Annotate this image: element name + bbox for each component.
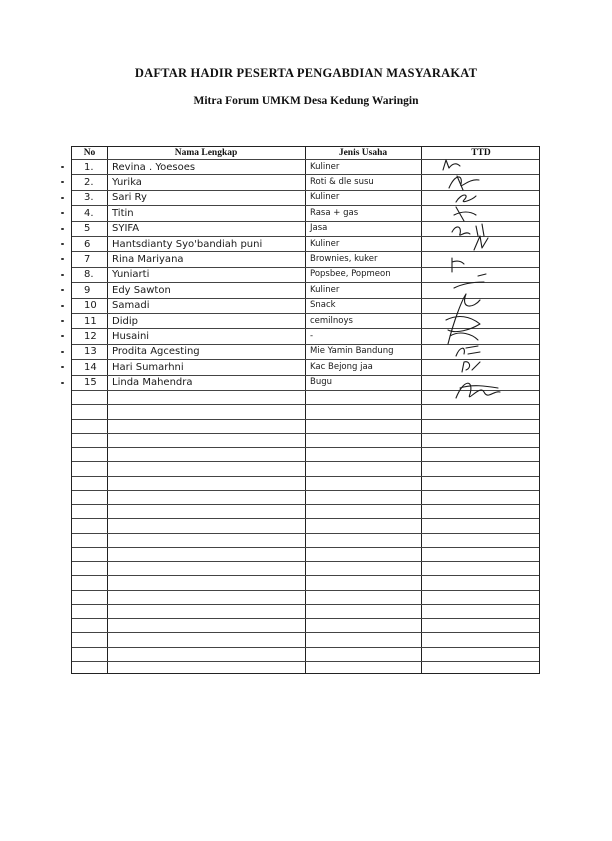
header-name: Nama Lengkap bbox=[174, 148, 238, 158]
signature-scribble bbox=[450, 374, 506, 408]
participant-name: Samadi bbox=[112, 300, 150, 312]
business-type: cemilnoys bbox=[310, 315, 353, 326]
row-number: 5 bbox=[84, 223, 91, 235]
participant-name: Edy Sawton bbox=[112, 284, 171, 296]
row-number: 10 bbox=[84, 300, 97, 312]
margin-mark bbox=[61, 305, 64, 307]
business-type: Kuliner bbox=[310, 192, 340, 203]
participant-name: Hantsdianty Syo'bandiah puni bbox=[112, 238, 263, 250]
business-type: Kac Bejong jaa bbox=[310, 361, 373, 372]
margin-mark bbox=[61, 228, 64, 230]
row-number: 7 bbox=[84, 253, 91, 265]
column-divider bbox=[305, 147, 306, 673]
participant-name: Linda Mahendra bbox=[112, 377, 193, 389]
margin-mark bbox=[61, 243, 64, 245]
row-divider bbox=[72, 490, 539, 491]
row-divider bbox=[72, 419, 539, 420]
participant-name: Revina . Yoesoes bbox=[112, 161, 196, 173]
row-number: 3. bbox=[84, 192, 94, 204]
margin-mark bbox=[61, 274, 64, 276]
business-type: Kuliner bbox=[310, 284, 340, 295]
row-divider bbox=[72, 561, 539, 562]
margin-mark bbox=[61, 258, 64, 260]
row-divider bbox=[72, 504, 539, 505]
row-divider bbox=[72, 547, 539, 548]
participant-name: Prodita Agcesting bbox=[112, 346, 200, 358]
participant-name: SYIFA bbox=[112, 223, 140, 235]
row-number: 9 bbox=[84, 284, 91, 296]
margin-mark bbox=[61, 212, 64, 214]
row-divider bbox=[72, 476, 539, 477]
signature-scribble bbox=[445, 172, 485, 192]
row-number: 4. bbox=[84, 207, 94, 219]
row-divider bbox=[72, 618, 539, 619]
business-type: - bbox=[310, 330, 314, 341]
row-divider bbox=[72, 661, 539, 662]
margin-mark bbox=[61, 166, 64, 168]
row-divider bbox=[72, 533, 539, 534]
margin-mark bbox=[61, 382, 64, 384]
column-divider bbox=[421, 147, 422, 673]
header-signature: TTD bbox=[471, 148, 491, 158]
margin-mark bbox=[61, 320, 64, 322]
row-divider bbox=[72, 647, 539, 648]
row-number: 14 bbox=[84, 361, 97, 373]
participant-name: Didip bbox=[112, 315, 138, 327]
header-business: Jenis Usaha bbox=[338, 148, 388, 158]
business-type: Kuliner bbox=[310, 238, 340, 249]
business-type: Snack bbox=[310, 300, 336, 311]
margin-mark bbox=[61, 181, 64, 183]
row-number: 15 bbox=[84, 377, 97, 389]
participant-name: Rina Mariyana bbox=[112, 253, 184, 265]
row-number: 2. bbox=[84, 176, 94, 188]
row-number: 1. bbox=[84, 161, 94, 173]
row-number: 13 bbox=[84, 346, 97, 358]
signature-scribble bbox=[452, 190, 480, 206]
signature-scribble bbox=[470, 234, 494, 254]
row-divider bbox=[72, 447, 539, 448]
business-type: Popsbee, Popmeon bbox=[310, 269, 391, 280]
margin-mark bbox=[61, 335, 64, 337]
row-divider bbox=[72, 433, 539, 434]
margin-mark bbox=[61, 197, 64, 199]
business-type: Roti & dle susu bbox=[310, 176, 374, 187]
business-type: Jasa bbox=[310, 223, 328, 234]
participant-name: Husaini bbox=[112, 330, 150, 342]
row-number: 11 bbox=[84, 315, 97, 327]
participant-name: Titin bbox=[112, 207, 134, 219]
row-divider bbox=[72, 604, 539, 605]
business-type: Mie Yamin Bandung bbox=[310, 346, 394, 357]
column-divider bbox=[107, 147, 108, 673]
margin-mark bbox=[61, 366, 64, 368]
row-divider bbox=[72, 518, 539, 519]
margin-mark bbox=[61, 289, 64, 291]
page-title: DAFTAR HADIR PESERTA PENGABDIAN MASYARAKAT bbox=[134, 66, 478, 80]
participant-name: Yurika bbox=[112, 176, 142, 188]
row-divider bbox=[72, 575, 539, 576]
row-number: 12 bbox=[84, 330, 97, 342]
signature-scribble bbox=[448, 272, 492, 292]
row-divider bbox=[72, 590, 539, 591]
margin-mark bbox=[61, 351, 64, 353]
row-number: 6 bbox=[84, 238, 91, 250]
participant-name: Hari Sumarhni bbox=[112, 361, 184, 373]
business-type: Bugu bbox=[310, 377, 333, 388]
signature-scribble bbox=[450, 205, 480, 223]
page-subtitle: Mitra Forum UMKM Desa Kedung Waringin bbox=[193, 95, 419, 107]
business-type: Brownies, kuker bbox=[310, 253, 378, 264]
participant-name: Yuniarti bbox=[112, 269, 150, 281]
row-number: 8. bbox=[84, 269, 94, 281]
participant-name: Sari Ry bbox=[112, 192, 147, 204]
header-no: No bbox=[83, 148, 96, 158]
signature-scribble bbox=[440, 290, 486, 350]
row-divider bbox=[72, 632, 539, 633]
row-divider bbox=[72, 461, 539, 462]
business-type: Rasa + gas bbox=[310, 207, 359, 218]
business-type: Kuliner bbox=[310, 161, 340, 172]
